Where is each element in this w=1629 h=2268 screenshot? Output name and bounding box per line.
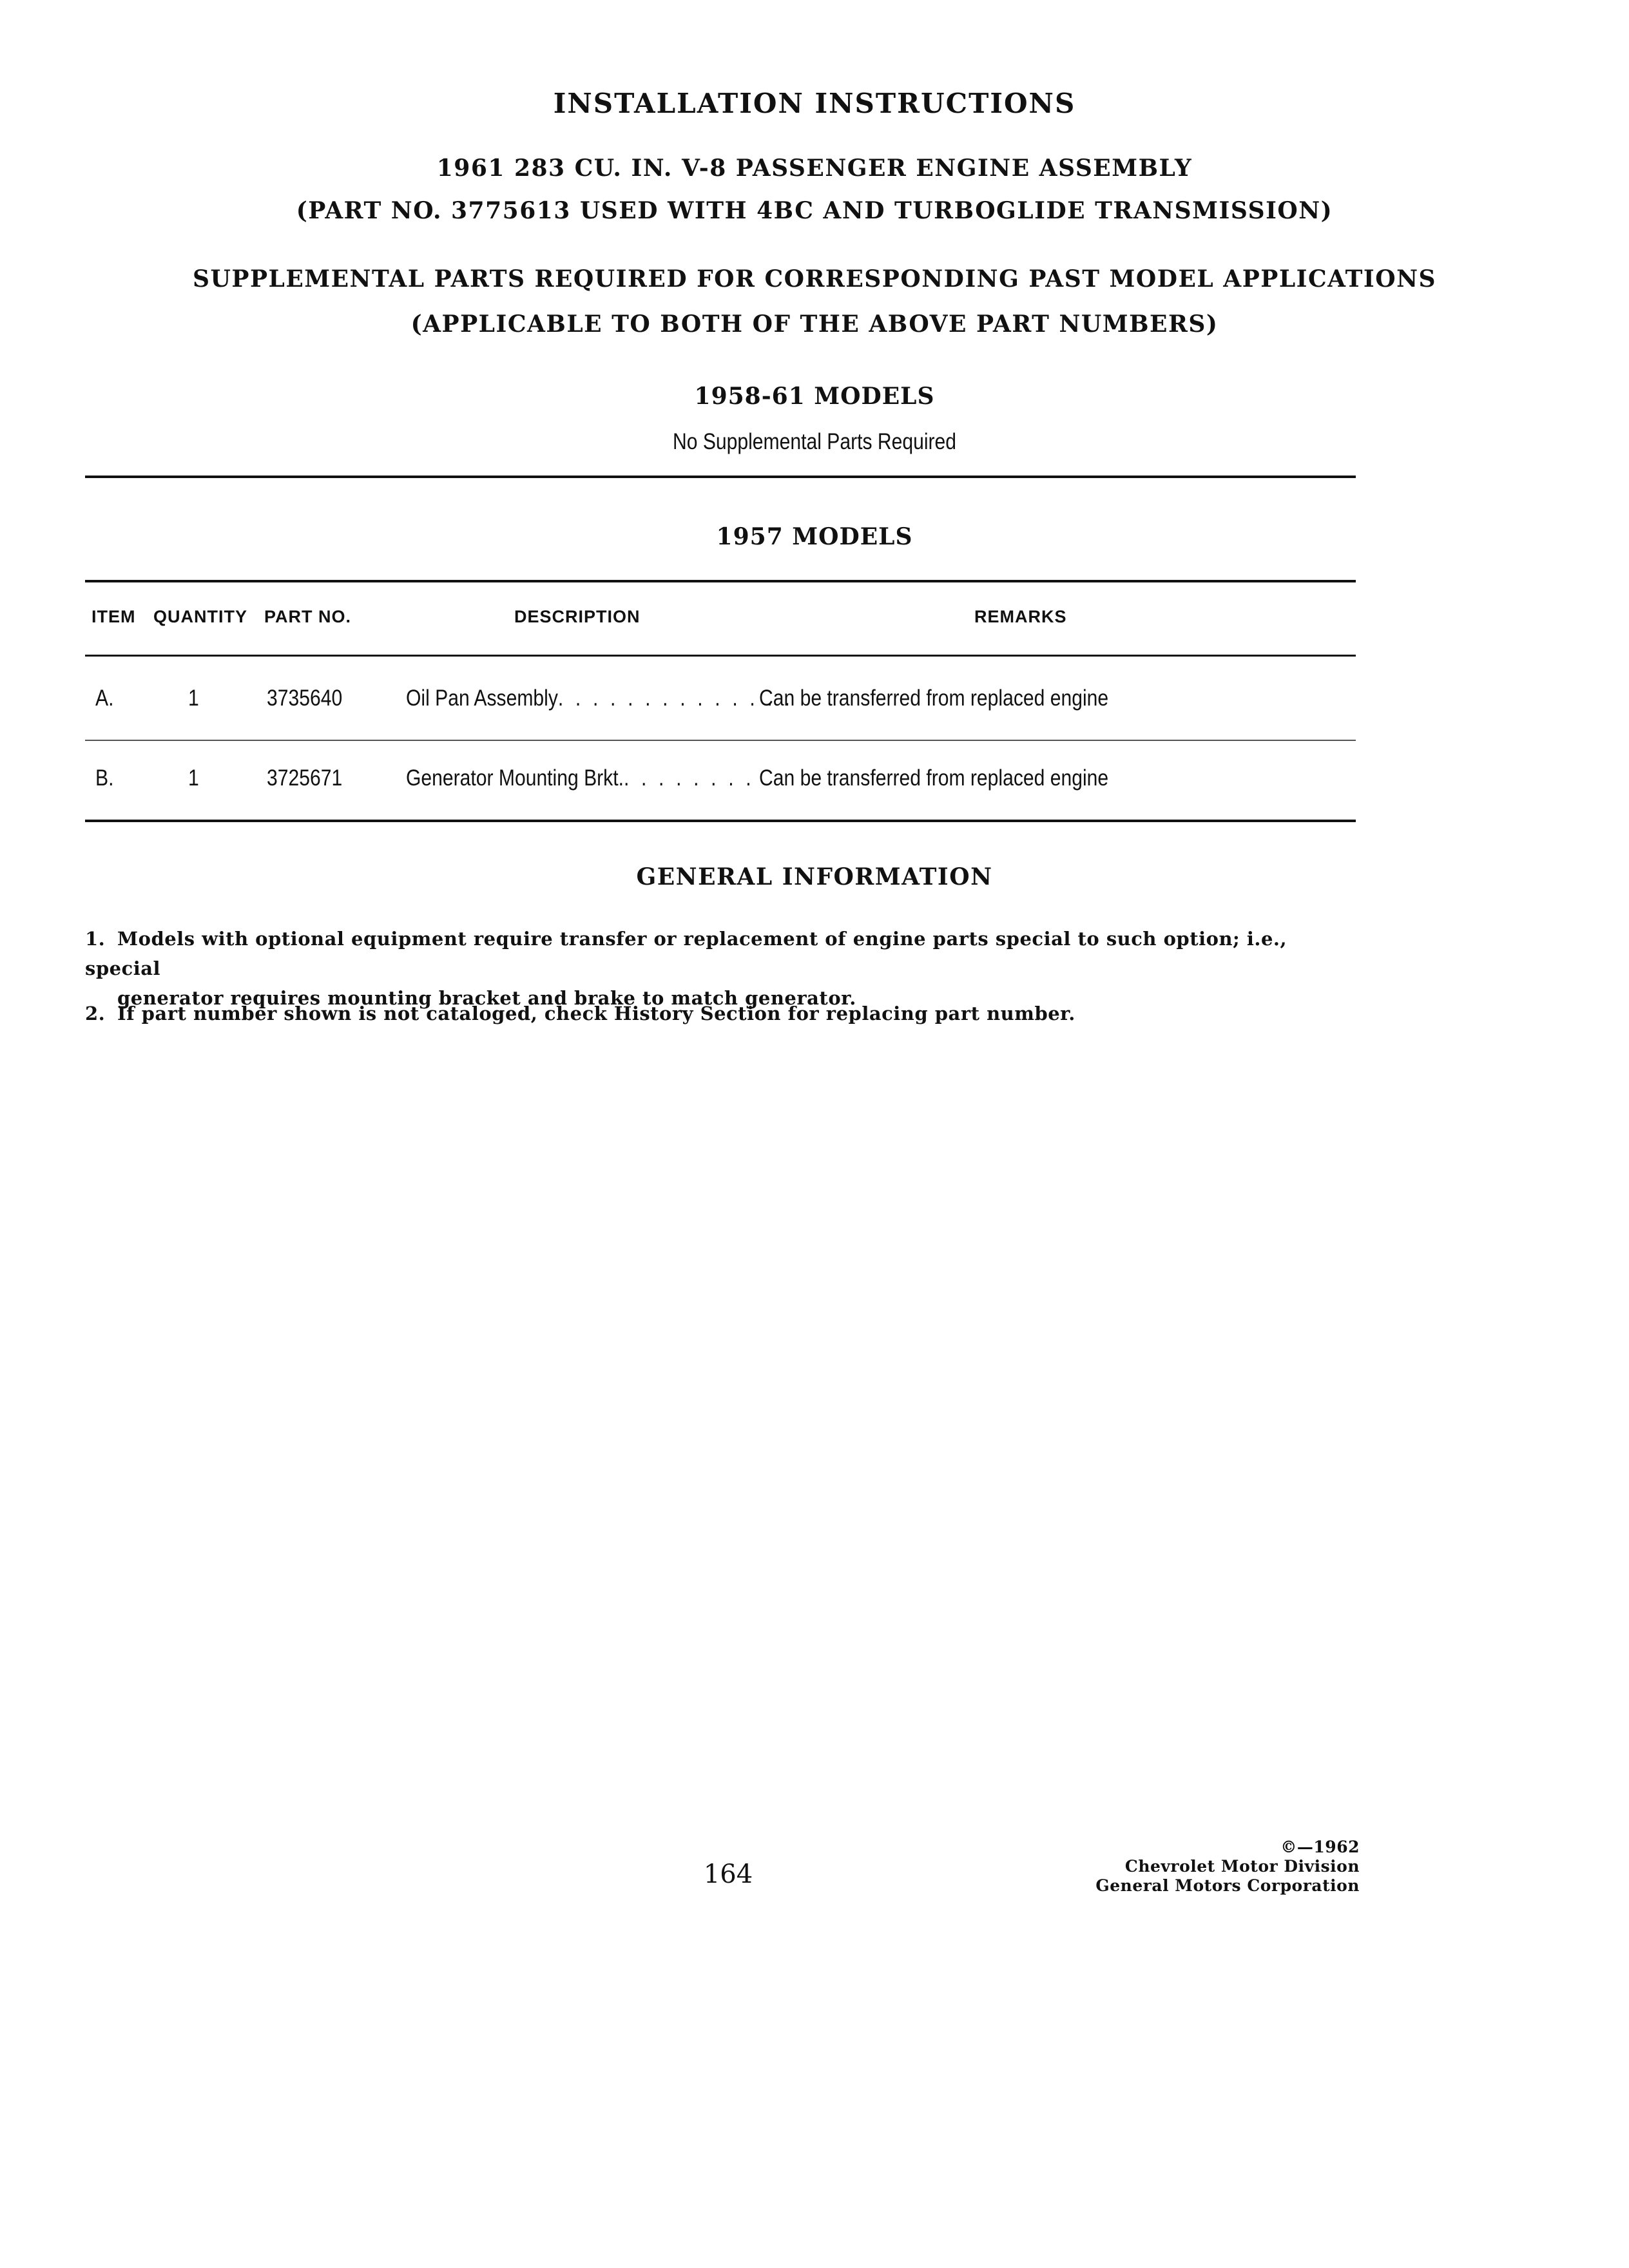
engine-assembly-title: 1961 283 CU. IN. V-8 PASSENGER ENGINE ASSEMBLY — [436, 155, 1193, 182]
table-header-rule — [85, 655, 1356, 657]
note-text-line1: Models with optional equipment require transfer or replacement of engine parts special to such option; i.e., special — [85, 928, 1287, 979]
cell-description — [406, 686, 793, 711]
description-text: Generator Mounting Brkt. — [406, 765, 624, 791]
cell-item: A. — [95, 686, 114, 711]
applicable-note: (APPLICABLE TO BOTH OF THE ABOVE PART NUMBERS) — [410, 311, 1219, 338]
section-divider — [85, 476, 1356, 478]
division-line: Chevrolet Motor Division — [1124, 1857, 1360, 1876]
page-number: 164 — [703, 1860, 753, 1889]
general-note — [85, 999, 1361, 1028]
note-text-line1: If part number shown is not cataloged, check History Section for replacing part number. — [117, 1003, 1075, 1024]
dot-leader: . . . . . . . . . . . . . . — [557, 686, 794, 711]
page-title: INSTALLATION INSTRUCTIONS — [553, 88, 1076, 119]
column-header-part-no: PART NO. — [264, 607, 351, 626]
cell-part-no: 3735640 — [267, 686, 343, 711]
part-number-line: (PART NO. 3775613 USED WITH 4BC AND TURBOGLIDE TRANSMISSION) — [296, 197, 1333, 224]
column-header-remarks: REMARKS — [974, 607, 1067, 626]
models-1958-61-note: No Supplemental Parts Required — [672, 429, 957, 454]
note-number: 2. — [85, 1003, 106, 1024]
cell-quantity: 1 — [188, 686, 199, 711]
models-1957-heading: 1957 MODELS — [716, 523, 913, 550]
cell-remarks: Can be transferred from replaced engine — [759, 686, 1109, 711]
note-number: 1. — [85, 928, 106, 950]
table-top-rule — [85, 580, 1356, 582]
copyright-line: ©—1962 — [1280, 1838, 1360, 1856]
dot-leader: . . . . . . . . — [623, 765, 755, 791]
note-text-line2: generator requires mounting bracket and brake to match generator. — [117, 987, 856, 1009]
column-header-item: ITEM — [92, 607, 136, 626]
description-text: Oil Pan Assembly — [406, 686, 558, 711]
cell-item: B. — [95, 765, 114, 791]
cell-remarks: Can be transferred from replaced engine — [759, 765, 1109, 791]
column-header-description: DESCRIPTION — [514, 607, 641, 626]
models-1958-61-heading: 1958-61 MODELS — [694, 383, 935, 410]
supplemental-parts-heading: SUPPLEMENTAL PARTS REQUIRED FOR CORRESPONDING PAST MODEL APPLICATIONS — [192, 265, 1436, 293]
table-row-rule — [85, 740, 1356, 741]
corporation-line: General Motors Corporation — [1095, 1876, 1360, 1895]
cell-description — [406, 765, 755, 791]
cell-quantity: 1 — [188, 765, 199, 791]
column-header-quantity: QUANTITY — [153, 607, 247, 626]
general-information-heading: GENERAL INFORMATION — [636, 863, 993, 890]
publisher-footer — [1095, 1838, 1360, 1896]
table-bottom-rule — [85, 820, 1356, 822]
cell-part-no: 3725671 — [267, 765, 343, 791]
